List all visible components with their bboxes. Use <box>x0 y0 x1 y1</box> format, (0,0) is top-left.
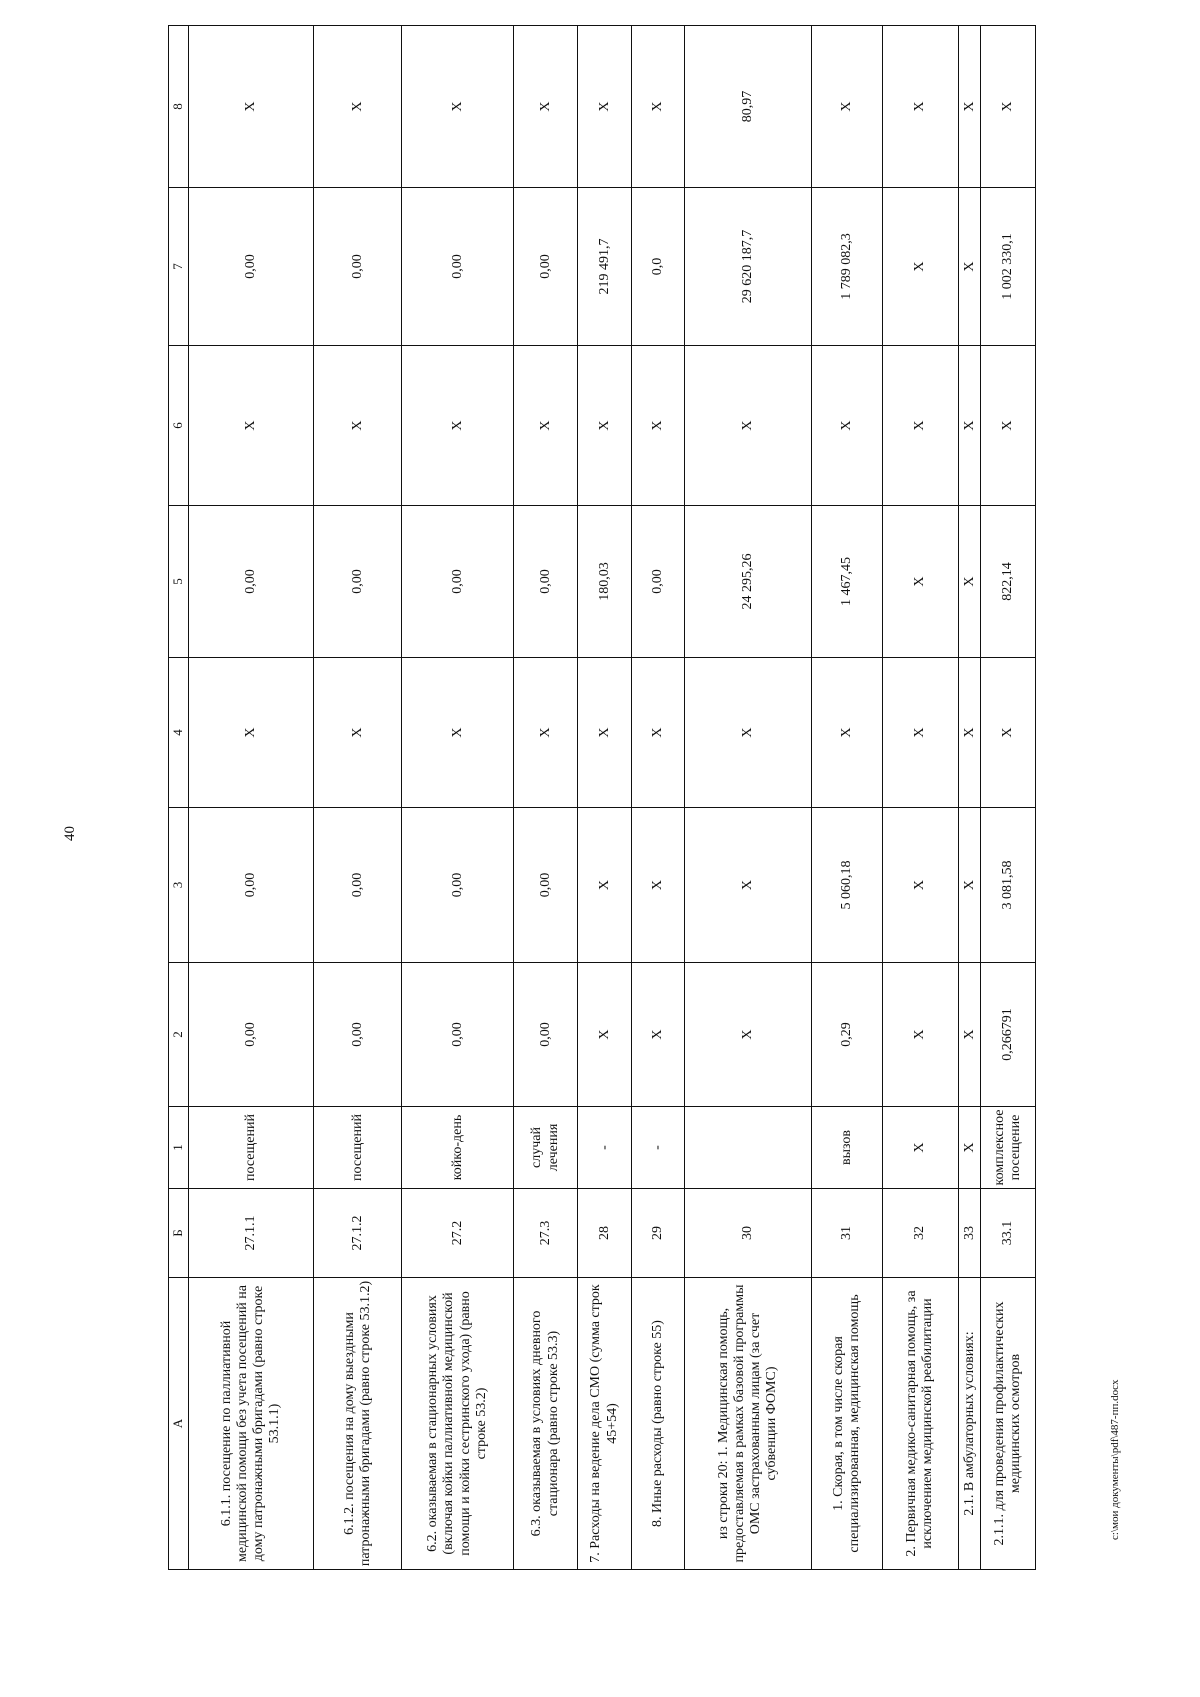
table-cell: X <box>958 963 981 1107</box>
table-cell: 33.1 <box>981 1189 1036 1278</box>
table-row <box>578 26 631 1570</box>
table-cell: X <box>513 26 578 188</box>
table-cell: 3 081,58 <box>981 808 1036 963</box>
table-cell: 0,00 <box>402 188 513 346</box>
rotated-table-container <box>168 26 1036 1570</box>
table-cell: X <box>812 346 882 506</box>
table-cell: X <box>981 658 1036 808</box>
table-cell: 29 <box>631 1189 684 1278</box>
table-cell: X <box>882 963 958 1107</box>
table-row <box>189 26 314 1570</box>
table-cell: X <box>578 346 631 506</box>
table-cell: 822,14 <box>981 506 1036 658</box>
table-cell: 0,00 <box>513 963 578 1107</box>
table-cell: 0,0 <box>631 188 684 346</box>
table-cell: 0,00 <box>513 506 578 658</box>
table-cell: 0,266791 <box>981 963 1036 1107</box>
table-cell: X <box>981 26 1036 188</box>
header-cell: А <box>169 1278 189 1570</box>
table-cell: X <box>958 506 981 658</box>
table-cell: 0,00 <box>189 188 314 346</box>
table-cell: 2. Первичная медико-санитарная помощь, за исключением медицинской реабилитации <box>882 1278 958 1570</box>
header-cell: 8 <box>169 26 189 188</box>
table-cell: 6.1.2. посещения на дому выездными патронажными бригадами (равно строке 53.1.2) <box>313 1278 402 1570</box>
table-cell: 219 491,7 <box>578 188 631 346</box>
table-cell: 0,29 <box>812 963 882 1107</box>
table-cell: случай лечения <box>513 1107 578 1189</box>
table-cell: 0,00 <box>313 963 402 1107</box>
table-cell: X <box>882 506 958 658</box>
table-cell: 0,00 <box>402 506 513 658</box>
table-cell: 0,00 <box>402 808 513 963</box>
table-cell: X <box>882 808 958 963</box>
table-cell: X <box>578 808 631 963</box>
table-row <box>313 26 402 1570</box>
header-cell: 6 <box>169 346 189 506</box>
table-cell: X <box>812 26 882 188</box>
table-cell: 6.1.1. посещение по паллиативной медицинской помощи без учета посещений на дому патронажными бригадами (равно строке 53.1.1) <box>189 1278 314 1570</box>
table-cell: 0,00 <box>313 506 402 658</box>
table-cell: 0,00 <box>313 808 402 963</box>
table-header-row <box>169 26 189 1570</box>
table-cell: 32 <box>882 1189 958 1278</box>
table-cell: - <box>631 1107 684 1189</box>
table-cell: 6.3. оказываемая в условиях дневного стационара (равно строке 53.3) <box>513 1278 578 1570</box>
table-cell: 5 060,18 <box>812 808 882 963</box>
table-cell: X <box>882 188 958 346</box>
table-cell: X <box>981 346 1036 506</box>
table-cell: X <box>578 26 631 188</box>
table-cell: 6.2. оказываемая в стационарных условиях (включая койки паллиативной медицинской помощи и койки сестринского ухода) (равно строке 53.2) <box>402 1278 513 1570</box>
footer-file-path: c:\мои документы\pdf\487-пп.docx <box>1109 1379 1121 1540</box>
table-cell: X <box>631 26 684 188</box>
table-cell: X <box>189 346 314 506</box>
table-cell: X <box>189 26 314 188</box>
header-cell: 2 <box>169 963 189 1107</box>
table-cell: 1. Скорая, в том числе скорая специализированная, медицинская помощь <box>812 1278 882 1570</box>
table-cell: из строки 20: 1. Медицинская помощь, предоставляемая в рамках базовой программы ОМС застрахованным лицам (за счет субвенции ФОМС) <box>685 1278 812 1570</box>
table-cell: X <box>513 346 578 506</box>
table-cell: 33 <box>958 1189 981 1278</box>
table-cell <box>685 1107 812 1189</box>
table-cell: X <box>513 658 578 808</box>
table-cell: X <box>958 808 981 963</box>
table-cell: X <box>882 658 958 808</box>
table-cell: 27.1.1 <box>189 1189 314 1278</box>
table-cell: 2.1. В амбулаторных условиях: <box>958 1278 981 1570</box>
table-cell: X <box>958 346 981 506</box>
table-cell: X <box>578 658 631 808</box>
header-cell: 4 <box>169 658 189 808</box>
table-row <box>402 26 513 1570</box>
table-cell: 1 467,45 <box>812 506 882 658</box>
table-cell: 2.1.1. для проведения профилактических медицинских осмотров <box>981 1278 1036 1570</box>
table-cell: 31 <box>812 1189 882 1278</box>
table-cell: 0,00 <box>189 963 314 1107</box>
header-cell: 7 <box>169 188 189 346</box>
table-cell: 180,03 <box>578 506 631 658</box>
table-cell: 80,97 <box>685 26 812 188</box>
table-cell: посещений <box>313 1107 402 1189</box>
table-row <box>958 26 981 1570</box>
table-cell: 0,00 <box>313 188 402 346</box>
table-cell: X <box>958 1107 981 1189</box>
table-cell: койко-день <box>402 1107 513 1189</box>
table-cell: 0,00 <box>513 808 578 963</box>
header-cell: Б <box>169 1189 189 1278</box>
table-cell: 7. Расходы на ведение дела СМО (сумма строк 45+54) <box>578 1278 631 1570</box>
table-cell: 30 <box>685 1189 812 1278</box>
table-cell: X <box>958 188 981 346</box>
table-cell: X <box>812 658 882 808</box>
financial-table <box>168 25 1036 1570</box>
table-cell: 1 789 082,3 <box>812 188 882 346</box>
header-cell: 3 <box>169 808 189 963</box>
table-cell: 0,00 <box>402 963 513 1107</box>
table-cell: X <box>631 963 684 1107</box>
table-cell: 0,00 <box>631 506 684 658</box>
table-row <box>812 26 882 1570</box>
table-cell: X <box>882 1107 958 1189</box>
table-cell: 8. Иные расходы (равно строке 55) <box>631 1278 684 1570</box>
table-cell: 27.1.2 <box>313 1189 402 1278</box>
table-cell: X <box>402 26 513 188</box>
table-cell: X <box>189 658 314 808</box>
table-cell: X <box>631 346 684 506</box>
table-cell: X <box>313 26 402 188</box>
table-cell: 27.3 <box>513 1189 578 1278</box>
table-cell: X <box>685 808 812 963</box>
table-cell: 0,00 <box>513 188 578 346</box>
table-cell: - <box>578 1107 631 1189</box>
table-cell: X <box>578 963 631 1107</box>
table-cell: X <box>958 26 981 188</box>
header-cell: 1 <box>169 1107 189 1189</box>
table-cell: 27.2 <box>402 1189 513 1278</box>
table-cell: X <box>685 346 812 506</box>
table-cell: посещений <box>189 1107 314 1189</box>
table-cell: 29 620 187,7 <box>685 188 812 346</box>
table-cell: 28 <box>578 1189 631 1278</box>
page-number: 40 <box>62 826 78 841</box>
table-row <box>631 26 684 1570</box>
table-row <box>981 26 1036 1570</box>
table-cell: 0,00 <box>189 506 314 658</box>
table-cell: X <box>958 658 981 808</box>
table-cell: X <box>631 658 684 808</box>
table-cell: 24 295,26 <box>685 506 812 658</box>
table-cell: 0,00 <box>189 808 314 963</box>
table-cell: X <box>685 658 812 808</box>
header-cell: 5 <box>169 506 189 658</box>
table-cell: вызов <box>812 1107 882 1189</box>
table-cell: 1 002 330,1 <box>981 188 1036 346</box>
table-cell: X <box>882 26 958 188</box>
table-cell: X <box>313 658 402 808</box>
table-cell: X <box>313 346 402 506</box>
table-cell: X <box>402 346 513 506</box>
table-row <box>513 26 578 1570</box>
table-cell: X <box>631 808 684 963</box>
table-row <box>882 26 958 1570</box>
table-cell: X <box>882 346 958 506</box>
table-cell: комплексное посещение <box>981 1107 1036 1189</box>
table-cell: X <box>402 658 513 808</box>
table-cell: X <box>685 963 812 1107</box>
table-row <box>685 26 812 1570</box>
